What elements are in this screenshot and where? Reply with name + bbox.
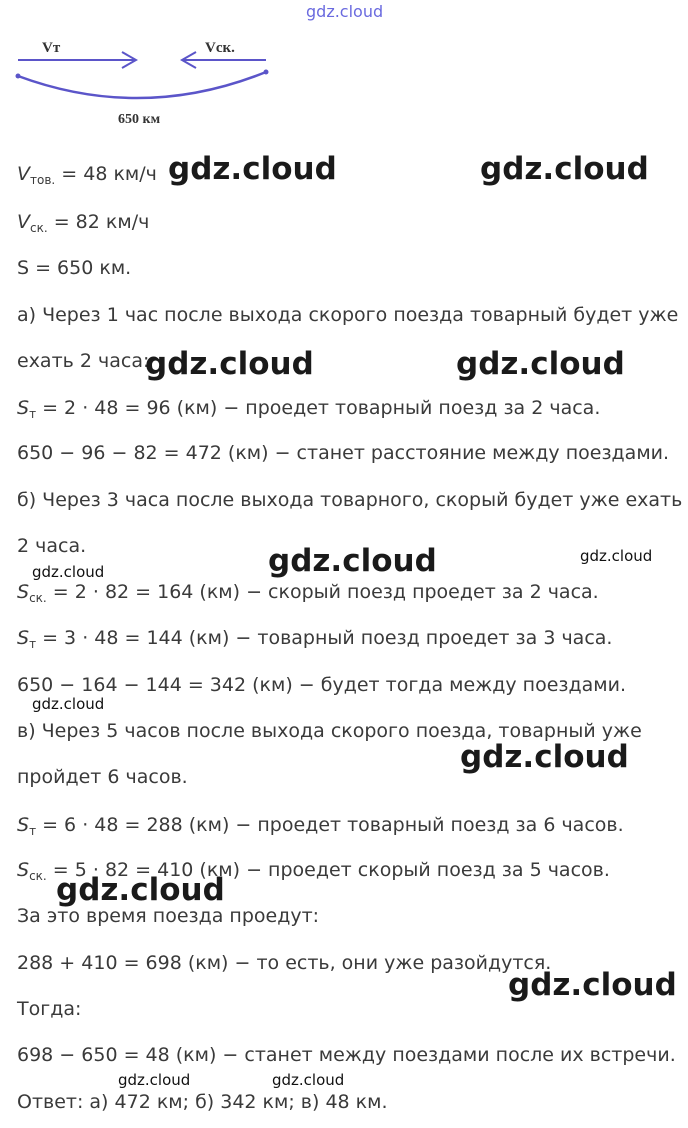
- watermark: gdz.cloud: [460, 739, 629, 775]
- watermark: gdz.cloud: [32, 695, 105, 713]
- line-part-b-1: б) Через 3 часа после выхода товарного, скорый будет уже ехать: [17, 489, 683, 511]
- line-part-c-1: в) Через 5 часов после выхода скорого поезда, товарный уже: [17, 720, 642, 742]
- left-arrow-icon: [18, 52, 136, 68]
- line-part-a-1: а) Через 1 час после выхода скорого поезда товарный будет уже: [17, 304, 679, 326]
- line-distance-a: 650 − 96 − 82 = 472 (км) − станет расстояние между поездами.: [17, 442, 670, 464]
- line-difference: 698 − 650 = 48 (км) − станет между поездами после их встречи.: [17, 1044, 676, 1066]
- watermark: gdz.cloud: [118, 1071, 191, 1089]
- line-sum: 288 + 410 = 698 (км) − то есть, они уже разойдутся.: [17, 952, 552, 974]
- watermark: gdz.cloud: [32, 563, 105, 581]
- line-s-express-c: $S_{ск.} = 5 \cdot 82 = 410$ (км) − проедет скорый поезд за 5 часов.: [17, 859, 610, 883]
- distance-label: 650 км: [118, 112, 161, 127]
- watermark: gdz.cloud: [456, 346, 625, 382]
- watermark: gdz.cloud: [168, 151, 337, 187]
- diagram-left-label: Vт: [42, 40, 61, 56]
- diagram-right-label: Vск.: [205, 40, 235, 56]
- line-distance: S = 650 км.: [17, 257, 132, 279]
- watermark: gdz.cloud: [580, 547, 653, 565]
- line-then: Тогда:: [17, 998, 82, 1020]
- line-distance-b: 650 − 164 − 144 = 342 (км) − будет тогда между поездами.: [17, 674, 627, 696]
- distance-arc: [16, 70, 269, 99]
- watermark: gdz.cloud: [508, 967, 677, 1003]
- header-watermark: gdz.cloud: [306, 2, 384, 21]
- line-answer: Ответ: а) 472 км; б) 342 км; в) 48 км.: [17, 1091, 388, 1113]
- line-s-freight-b: $S_т = 3 \cdot 48 = 144$ (км) − товарный поезд проедет за 3 часа.: [17, 627, 613, 651]
- watermark: gdz.cloud: [480, 151, 649, 187]
- line-part-c-2: пройдет 6 часов.: [17, 766, 188, 788]
- line-together: За это время поезда проедут:: [17, 905, 320, 927]
- line-part-b-2: 2 часа.: [17, 535, 87, 557]
- watermark: gdz.cloud: [272, 1071, 345, 1089]
- watermark: gdz.cloud: [145, 346, 314, 382]
- watermark: gdz.cloud: [56, 872, 225, 908]
- line-s-express-b: $S_{ск.} = 2 \cdot 82 = 164$ (км) − скорый поезд проедет за 2 часа.: [17, 581, 599, 605]
- line-s-freight-c: $S_т = 6 \cdot 48 = 288$ (км) − проедет товарный поезд за 6 часов.: [17, 814, 624, 838]
- watermark: gdz.cloud: [268, 543, 437, 579]
- line-part-a-2: ехать 2 часа:: [17, 350, 150, 372]
- line-v-express: $V_{ск.} = 82$ км/ч: [17, 211, 150, 235]
- line-s-freight-a: $S_т = 2 \cdot 48 = 96$ (км) − проедет товарный поезд за 2 часа.: [17, 397, 601, 421]
- trains-diagram: [0, 30, 300, 130]
- line-v-freight: $V_{тов.} = 48$ км/ч: [17, 163, 157, 187]
